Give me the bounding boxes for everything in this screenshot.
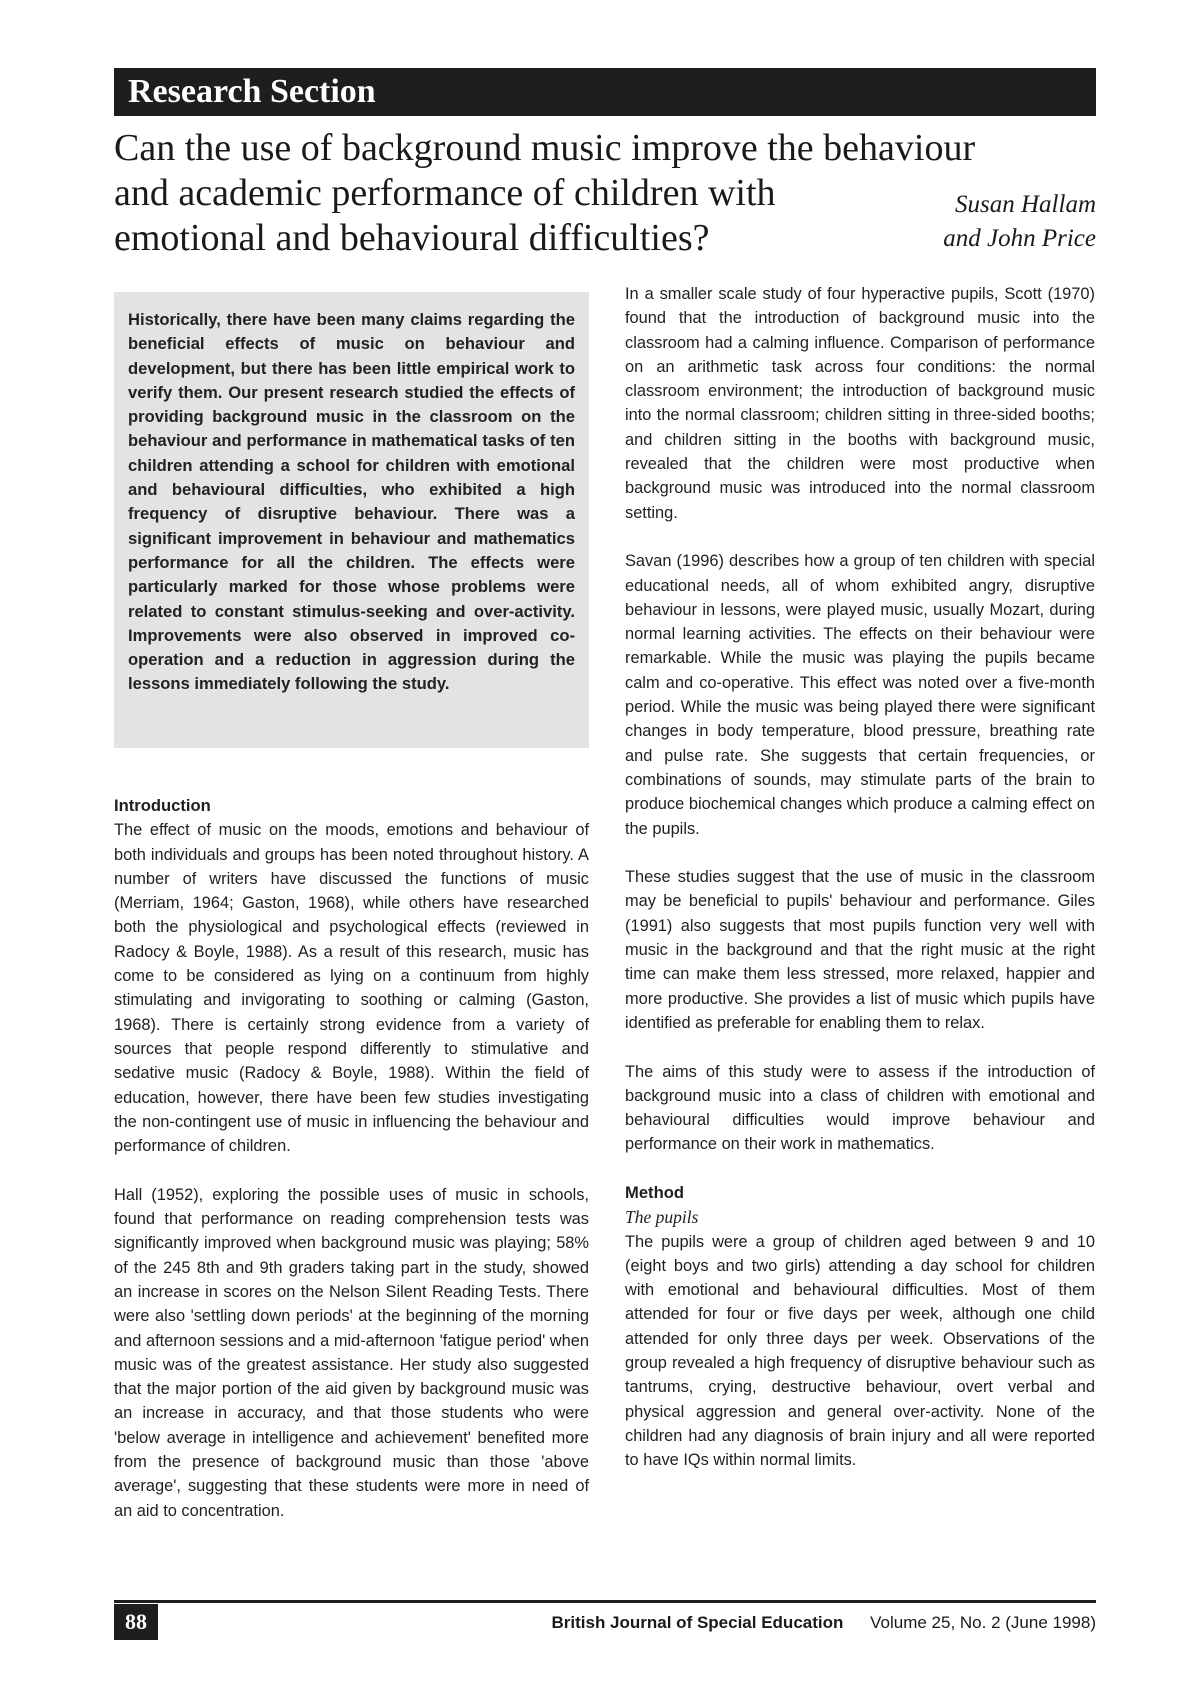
body-paragraph: The aims of this study were to assess if the introduction of background music into a class of children with emotional and behavioural difficulties would improve behaviour and performance on their work in mathematics. <box>625 1062 1095 1154</box>
right-column <box>625 282 1095 1473</box>
article-title <box>114 126 1074 261</box>
body-paragraph: The effect of music on the moods, emotions and behaviour of both individuals and groups has been noted throughout history. A number of writers have discussed the functions of music (Merriam, 1964; Gaston, 1968), while others have researched both the physiological and psychological effects (reviewed in Radocy & Boyle, 1988). As a result of this research, music has come to be considered as lying on a continuum from highly stimulating and invigorating to soothing or calming (Gaston, 1968). There is certainly strong evidence from a variety of sources that people respond differently to stimulative and sedative music (Radocy & Boyle, 1988). Within the field of education, however, there have been few studies investigating the non-contingent use of music in influencing the behaviour and performance of children. <box>114 821 589 1156</box>
body-paragraph: The pupils were a group of children aged between 9 and 10 (eight boys and two girls) attending a day school for children with emotional and behavioural difficulties. Most of them attended for four or five days per week, although one child attended for only three days per week. Observations of the group revealed a high frequency of disruptive behaviour such as tantrums, crying, destructive behaviour, overt verbal and physical aggression and general over-activity. None of the children had any diagnosis of brain injury and all were reported to have IQs within normal limits. <box>625 1232 1095 1470</box>
section-label: Research Section <box>128 73 376 110</box>
method-heading: Method <box>625 1182 684 1202</box>
page-number: 88 <box>114 1604 158 1640</box>
body-paragraph: In a smaller scale study of four hyperactive pupils, Scott (1970) found that the introduction of background music into the classroom had a calming influence. Comparison of performance on an arithmetic task across four conditions: the normal classroom environment; the introduction of background music into the normal classroom; children sitting in three-sided booths; and children sitting in the booths with background music, revealed that the children were most productive when background music was introduced into the normal classroom setting. <box>625 285 1095 522</box>
footer-citation <box>552 1610 1097 1636</box>
introduction-heading: Introduction <box>114 796 211 815</box>
title-line: Can the use of background music improve the behaviour <box>114 127 976 169</box>
journal-name: British Journal of Special Education <box>551 1613 844 1632</box>
footer-rule <box>114 1600 1096 1603</box>
abstract-text: Historically, there have been many claims regarding the beneficial effects of music on behaviour and development, but there has been little empirical work to verify them. Our present research studied the effects of providing background music in the classroom on the behaviour and performance in mathematical tasks of ten children attending a school for children with emotional and behavioural difficulties, who exhibited a high frequency of disruptive behaviour. There was a significant improvement in behaviour and mathematics performance for all the children. The effects were particularly marked for those whose problems were related to constant stimulus-seeking and over-activity. Improvements were also observed in improved co-operation and a reduction in aggression during the lessons immediately following the study. <box>128 310 575 694</box>
title-line: and academic performance of children with <box>114 172 776 214</box>
left-column <box>114 794 589 1523</box>
title-line: emotional and behavioural difficulties? <box>114 217 710 259</box>
article-authors <box>943 188 1096 256</box>
body-paragraph: These studies suggest that the use of music in the classroom may be beneficial to pupils' behaviour and performance. Giles (1991) also suggests that most pupils function very well with music in the background and that the right music at the right time can make them less stressed, more relaxed, happier and more productive. She provides a list of music which pupils have identified as preferable for enabling them to relax. <box>625 868 1095 1032</box>
body-paragraph: Hall (1952), exploring the possible uses of music in schools, found that performance on reading comprehension tests was significantly improved when background music was playing; 58% of the 245 8th and 9th graders taking part in the study, showed an increase in scores on the Nelson Silent Reading Tests. There were also 'settling down periods' at the beginning of the morning and afternoon sessions and a mid-afternoon 'fatigue period' when music was of the greatest assistance. Her study also suggested that the major portion of the aid given by background music was an increase in accuracy, and that those students who were 'below average in intelligence and achievement' benefited more from the presence of background music than those 'above average', suggesting that these students were more in need of an aid to concentration. <box>114 1185 589 1520</box>
section-header-bar <box>114 68 1096 116</box>
abstract-box <box>114 292 589 748</box>
journal-volume: Volume 25, No. 2 (June 1998) <box>870 1613 1096 1632</box>
author-line: Susan Hallam <box>955 191 1096 218</box>
method-subheading: The pupils <box>625 1207 699 1228</box>
body-paragraph: Savan (1996) describes how a group of ten children with special educational needs, all of whom exhibited angry, disruptive behaviour in lessons, were played music, usually Mozart, during normal learning activities. The effects on their behaviour were remarkable. While the music was playing the pupils became calm and co-operative. This effect was noted over a five-month period. While the music was being played there were significant changes in body temperature, blood pressure, breathing rate and pulse rate. She suggests that certain frequencies, or combinations of sounds, may stimulate parts of the brain to produce biochemical changes which produce a calming effect on the pupils. <box>625 552 1095 838</box>
author-line: and John Price <box>943 225 1096 252</box>
